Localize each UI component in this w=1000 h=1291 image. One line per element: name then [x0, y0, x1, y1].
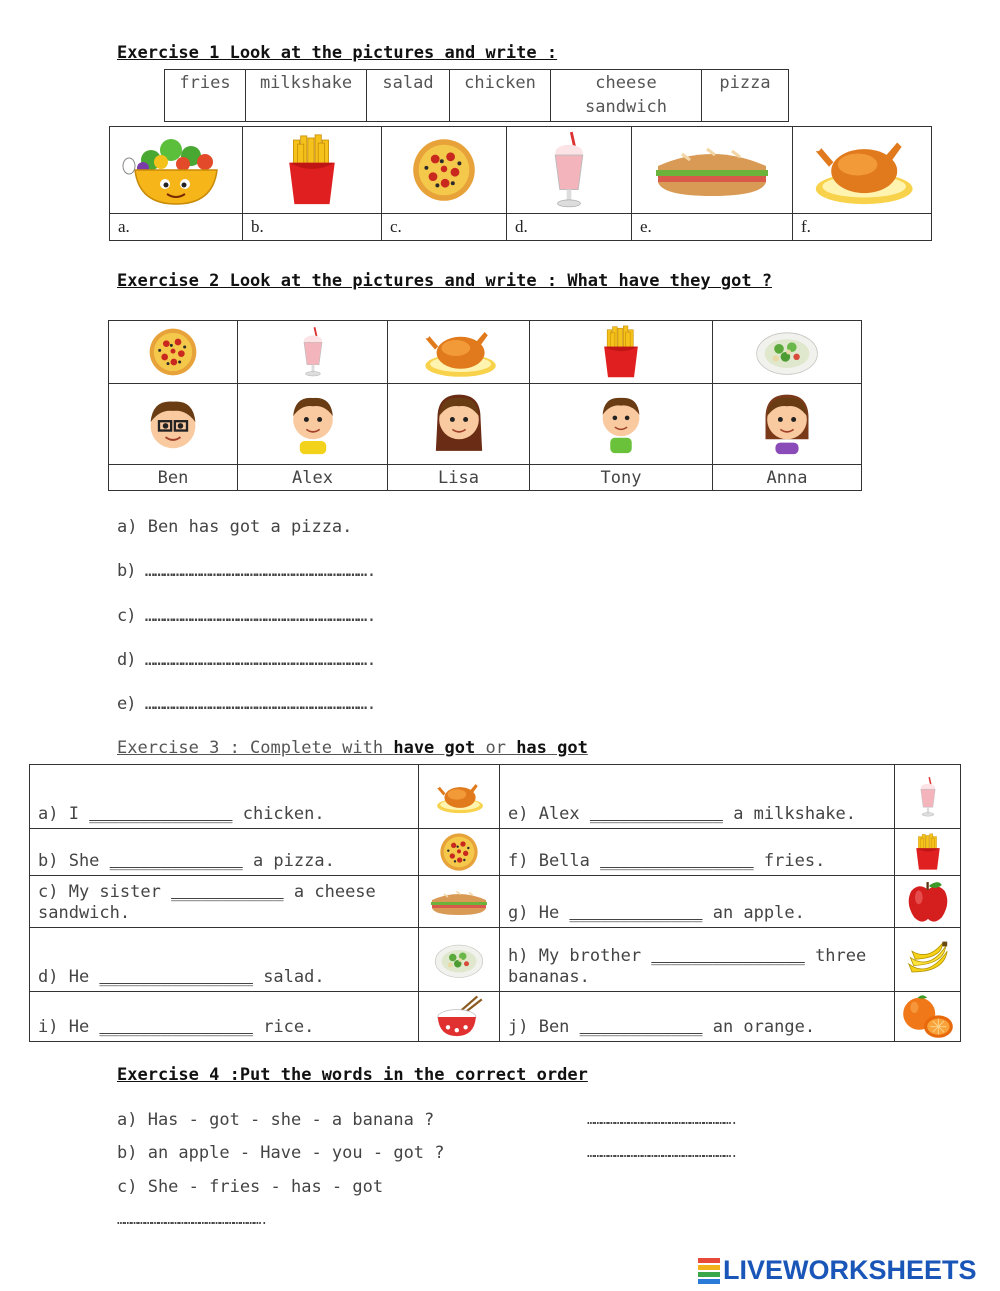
answer-line[interactable]: b) ………………………………………………………………. — [117, 561, 376, 581]
roast-chicken-icon — [419, 765, 500, 829]
word-bank-item: fries — [165, 70, 246, 122]
pizza-icon — [419, 829, 500, 876]
scrambled-question: b) an apple - Have - you - got ? — [117, 1143, 445, 1163]
exercise-3-heading: Exercise 3 : Complete with have got or has got — [117, 738, 588, 758]
sandwich-icon — [632, 127, 793, 214]
student-name: Alex — [238, 465, 388, 491]
girl-avatar — [388, 384, 530, 465]
fill-in-sentence: a) I ______________ chicken. — [30, 765, 419, 829]
word-bank-item: cheese sandwich — [551, 70, 702, 122]
word-bank — [164, 69, 789, 122]
fries-icon — [530, 321, 713, 384]
answer-label[interactable]: e. — [632, 214, 793, 241]
example-answer: a) Ben has got a pizza. — [117, 517, 353, 537]
student-name: Lisa — [388, 465, 530, 491]
exercise-2-table — [108, 320, 862, 491]
blank-field[interactable]: ___________ — [171, 882, 284, 902]
salad-plate-icon — [713, 321, 862, 384]
blank-field[interactable]: _____________ — [589, 804, 723, 824]
answer-label[interactable]: b. — [243, 214, 382, 241]
apple-icon — [895, 876, 961, 928]
answer-line[interactable]: e) ………………………………………………………………. — [117, 694, 376, 714]
answer-line[interactable]: ………………………………………………………. — [587, 1113, 738, 1128]
student-name: Ben — [109, 465, 238, 491]
banana-icon — [895, 928, 961, 992]
milkshake-icon — [238, 321, 388, 384]
answer-label[interactable]: d. — [507, 214, 632, 241]
roast-chicken-icon — [793, 127, 932, 214]
blank-field[interactable]: _______________ — [99, 1017, 253, 1037]
answer-line[interactable]: ………………………………………………………. — [587, 1146, 738, 1161]
exercise-2-heading: Exercise 2 Look at the pictures and write : What have they got ? — [117, 271, 773, 291]
fill-in-sentence: i) He _______________ rice. — [30, 992, 419, 1042]
fill-in-sentence: f) Bella _______________ fries. — [500, 829, 895, 876]
answer-line[interactable]: ………………………………………………………. — [117, 1213, 268, 1228]
logo-mark — [698, 1258, 720, 1284]
pizza-icon — [382, 127, 507, 214]
boy-avatar — [238, 384, 388, 465]
student-name: Tony — [530, 465, 713, 491]
logo-text: LIVEWORKSHEETS — [723, 1255, 977, 1285]
sandwich-icon — [419, 876, 500, 928]
scrambled-question: a) Has - got - she - a banana ? — [117, 1110, 435, 1130]
salad-plate-icon — [419, 928, 500, 992]
word-bank-item: chicken — [450, 70, 551, 122]
fill-in-sentence: b) She _____________ a pizza. — [30, 829, 419, 876]
fill-in-sentence: e) Alex _____________ a milkshake. — [500, 765, 895, 829]
blank-field[interactable]: _______________ — [600, 851, 754, 871]
exercise-1-picture-table — [109, 126, 932, 241]
answer-label[interactable]: a. — [110, 214, 243, 241]
blank-field[interactable]: _______________ — [651, 946, 805, 966]
liveworksheets-logo — [698, 1255, 977, 1286]
word-bank-item: pizza — [702, 70, 789, 122]
student-name: Anna — [713, 465, 862, 491]
blank-field[interactable]: _______________ — [99, 967, 253, 987]
answer-label[interactable]: f. — [793, 214, 932, 241]
blank-field[interactable]: ______________ — [89, 804, 233, 824]
answer-label[interactable]: c. — [382, 214, 507, 241]
girl-avatar — [713, 384, 862, 465]
fill-in-sentence: c) My sister ___________ a cheese sandwich. — [30, 876, 419, 928]
orange-icon — [895, 992, 961, 1042]
fill-in-sentence: h) My brother _______________ three bananas. — [500, 928, 895, 992]
pizza-icon — [109, 321, 238, 384]
answer-line[interactable]: d) ………………………………………………………………. — [117, 650, 376, 670]
fill-in-sentence: g) He _____________ an apple. — [500, 876, 895, 928]
boy-with-glasses-avatar — [109, 384, 238, 465]
rice-bowl-icon — [419, 992, 500, 1042]
exercise-3-table — [29, 764, 961, 1042]
roast-chicken-icon — [388, 321, 530, 384]
milkshake-icon — [507, 127, 632, 214]
salad-bowl-icon — [110, 127, 243, 214]
word-bank-item: salad — [367, 70, 450, 122]
answer-line[interactable]: c) ………………………………………………………………. — [117, 606, 376, 626]
boy-avatar — [530, 384, 713, 465]
milkshake-icon — [895, 765, 961, 829]
fries-icon — [895, 829, 961, 876]
exercise-4-heading: Exercise 4 :Put the words in the correct order — [117, 1065, 588, 1085]
word-bank-item: milkshake — [246, 70, 367, 122]
blank-field[interactable]: _____________ — [569, 903, 703, 923]
fill-in-sentence: j) Ben ____________ an orange. — [500, 992, 895, 1042]
blank-field[interactable]: _____________ — [109, 851, 243, 871]
fries-icon — [243, 127, 382, 214]
fill-in-sentence: d) He _______________ salad. — [30, 928, 419, 992]
exercise-1-heading: Exercise 1 Look at the pictures and write : — [117, 43, 558, 63]
scrambled-question: c) She - fries - has - got — [117, 1177, 384, 1197]
blank-field[interactable]: ____________ — [579, 1017, 703, 1037]
